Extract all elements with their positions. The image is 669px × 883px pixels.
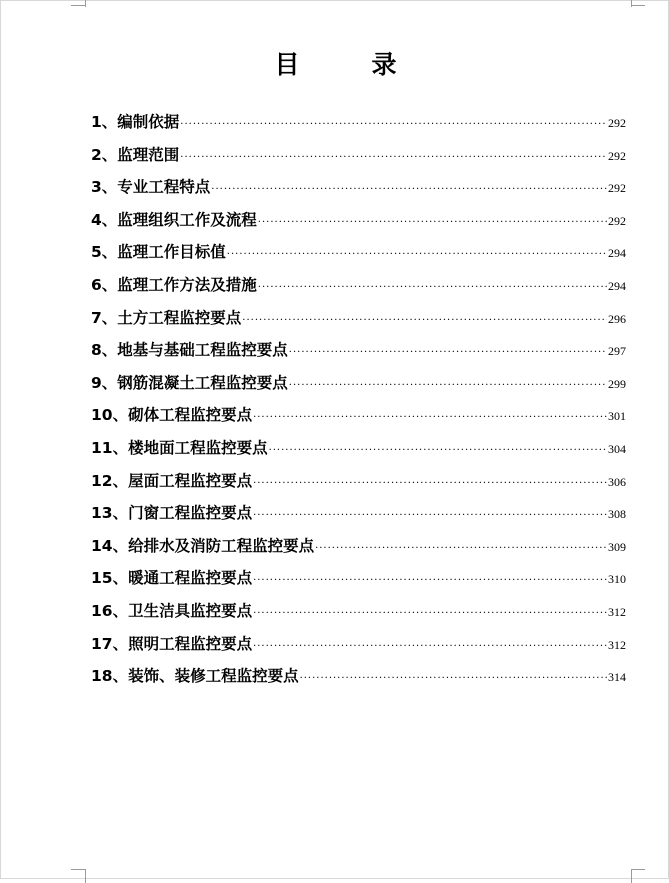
crop-mark-bottom-left-h bbox=[71, 869, 85, 870]
toc-dot-leader bbox=[289, 347, 607, 358]
toc-entry[interactable] bbox=[91, 143, 626, 176]
crop-mark-top-left-v bbox=[85, 0, 86, 7]
title-char-2: 录 bbox=[371, 50, 397, 79]
toc-entry-label: 2、监理范围 bbox=[91, 145, 180, 164]
toc-entry[interactable] bbox=[91, 566, 626, 599]
toc-entry[interactable] bbox=[91, 632, 626, 665]
toc-entry[interactable] bbox=[91, 599, 626, 632]
toc-entry-label: 10、砌体工程监控要点 bbox=[91, 406, 253, 425]
toc-dot-leader bbox=[289, 380, 607, 391]
toc-entry-page-number: 310 bbox=[608, 572, 626, 587]
toc-dot-leader bbox=[253, 608, 607, 619]
toc-entry[interactable] bbox=[91, 403, 626, 436]
toc-entry-page-number: 312 bbox=[608, 604, 626, 619]
toc-entry-label: 1、编制依据 bbox=[91, 113, 180, 131]
toc-entry[interactable] bbox=[91, 208, 626, 241]
toc-entry-label: 15、暖通工程监控要点 bbox=[91, 569, 253, 588]
toc-dot-leader bbox=[180, 119, 607, 130]
toc-entry-label: 8、地基与基础工程监控要点 bbox=[91, 341, 288, 360]
page-title bbox=[1, 45, 669, 81]
toc-entry-label: 16、卫生洁具监控要点 bbox=[91, 601, 253, 620]
toc-entry[interactable] bbox=[91, 501, 626, 534]
toc-dot-leader bbox=[253, 641, 607, 652]
toc-entry-label: 5、监理工作目标值 bbox=[91, 243, 226, 262]
toc-entry-page-number: 292 bbox=[608, 213, 626, 228]
toc-entry-label: 6、监理工作方法及措施 bbox=[91, 275, 257, 294]
toc-entry[interactable] bbox=[91, 469, 626, 502]
toc-entry-page-number: 292 bbox=[608, 181, 626, 196]
toc-dot-leader bbox=[253, 575, 607, 586]
crop-mark-bottom-right-h bbox=[631, 869, 645, 870]
toc-entry-page-number: 294 bbox=[608, 278, 626, 293]
toc-entry[interactable] bbox=[91, 338, 626, 371]
toc-entry-page-number: 296 bbox=[608, 311, 626, 326]
toc-entry-page-number: 304 bbox=[608, 441, 626, 456]
toc-entry-label: 13、门窗工程监控要点 bbox=[91, 504, 253, 523]
toc-dot-leader bbox=[253, 510, 607, 521]
toc-dot-leader bbox=[253, 478, 607, 489]
toc-dot-leader bbox=[253, 412, 607, 423]
toc-entry[interactable] bbox=[91, 534, 626, 567]
toc-entry-page-number: 301 bbox=[608, 409, 626, 424]
toc-entry-page-number: 299 bbox=[608, 376, 626, 391]
toc-dot-leader bbox=[180, 152, 607, 163]
toc-entry[interactable] bbox=[91, 306, 626, 339]
crop-mark-bottom-right-v bbox=[631, 869, 632, 883]
toc-dot-leader bbox=[258, 282, 607, 293]
toc-entry-page-number: 306 bbox=[608, 474, 626, 489]
toc-entry-label: 11、楼地面工程监控要点 bbox=[91, 438, 268, 457]
toc-entry-page-number: 292 bbox=[608, 148, 626, 163]
toc-entry[interactable] bbox=[91, 240, 626, 273]
crop-mark-top-right-h bbox=[631, 5, 645, 6]
crop-mark-bottom-left-v bbox=[85, 869, 86, 883]
toc-entry[interactable] bbox=[91, 175, 626, 208]
toc-entry-page-number: 308 bbox=[608, 507, 626, 522]
toc-dot-leader bbox=[315, 543, 607, 554]
toc-entry[interactable] bbox=[91, 436, 626, 469]
toc-entry-label: 17、照明工程监控要点 bbox=[91, 634, 253, 653]
toc-entry-page-number: 297 bbox=[608, 344, 626, 359]
toc-entry-label: 3、专业工程特点 bbox=[91, 178, 211, 197]
toc-entry-label: 7、土方工程监控要点 bbox=[91, 308, 242, 327]
toc-entry-page-number: 292 bbox=[608, 116, 626, 130]
toc-dot-leader bbox=[227, 249, 607, 260]
toc-entry[interactable] bbox=[91, 273, 626, 306]
toc-dot-leader bbox=[300, 673, 607, 684]
crop-mark-top-right-v bbox=[631, 0, 632, 7]
toc-dot-leader bbox=[242, 315, 607, 326]
toc-entry[interactable] bbox=[91, 664, 626, 697]
toc-entry-label: 18、装饰、装修工程监控要点 bbox=[91, 667, 299, 686]
toc-dot-leader bbox=[211, 184, 607, 195]
toc-entry-page-number: 312 bbox=[608, 637, 626, 652]
toc-entry-label: 4、监理组织工作及流程 bbox=[91, 210, 257, 229]
toc-entry-page-number: 314 bbox=[608, 670, 626, 685]
toc-entry-page-number: 309 bbox=[608, 539, 626, 554]
title-char-1: 目 bbox=[274, 50, 300, 79]
toc-dot-leader bbox=[269, 445, 607, 456]
crop-mark-top-left-h bbox=[71, 5, 85, 6]
toc-entry-label: 14、给排水及消防工程监控要点 bbox=[91, 536, 315, 555]
toc-entry-label: 9、钢筋混凝土工程监控要点 bbox=[91, 373, 288, 392]
toc-entry-label: 12、屋面工程监控要点 bbox=[91, 471, 253, 490]
toc-entry[interactable] bbox=[91, 371, 626, 404]
table-of-contents bbox=[91, 110, 626, 697]
toc-entry-page-number: 294 bbox=[608, 246, 626, 261]
toc-entry[interactable] bbox=[91, 110, 626, 143]
toc-dot-leader bbox=[258, 217, 607, 228]
